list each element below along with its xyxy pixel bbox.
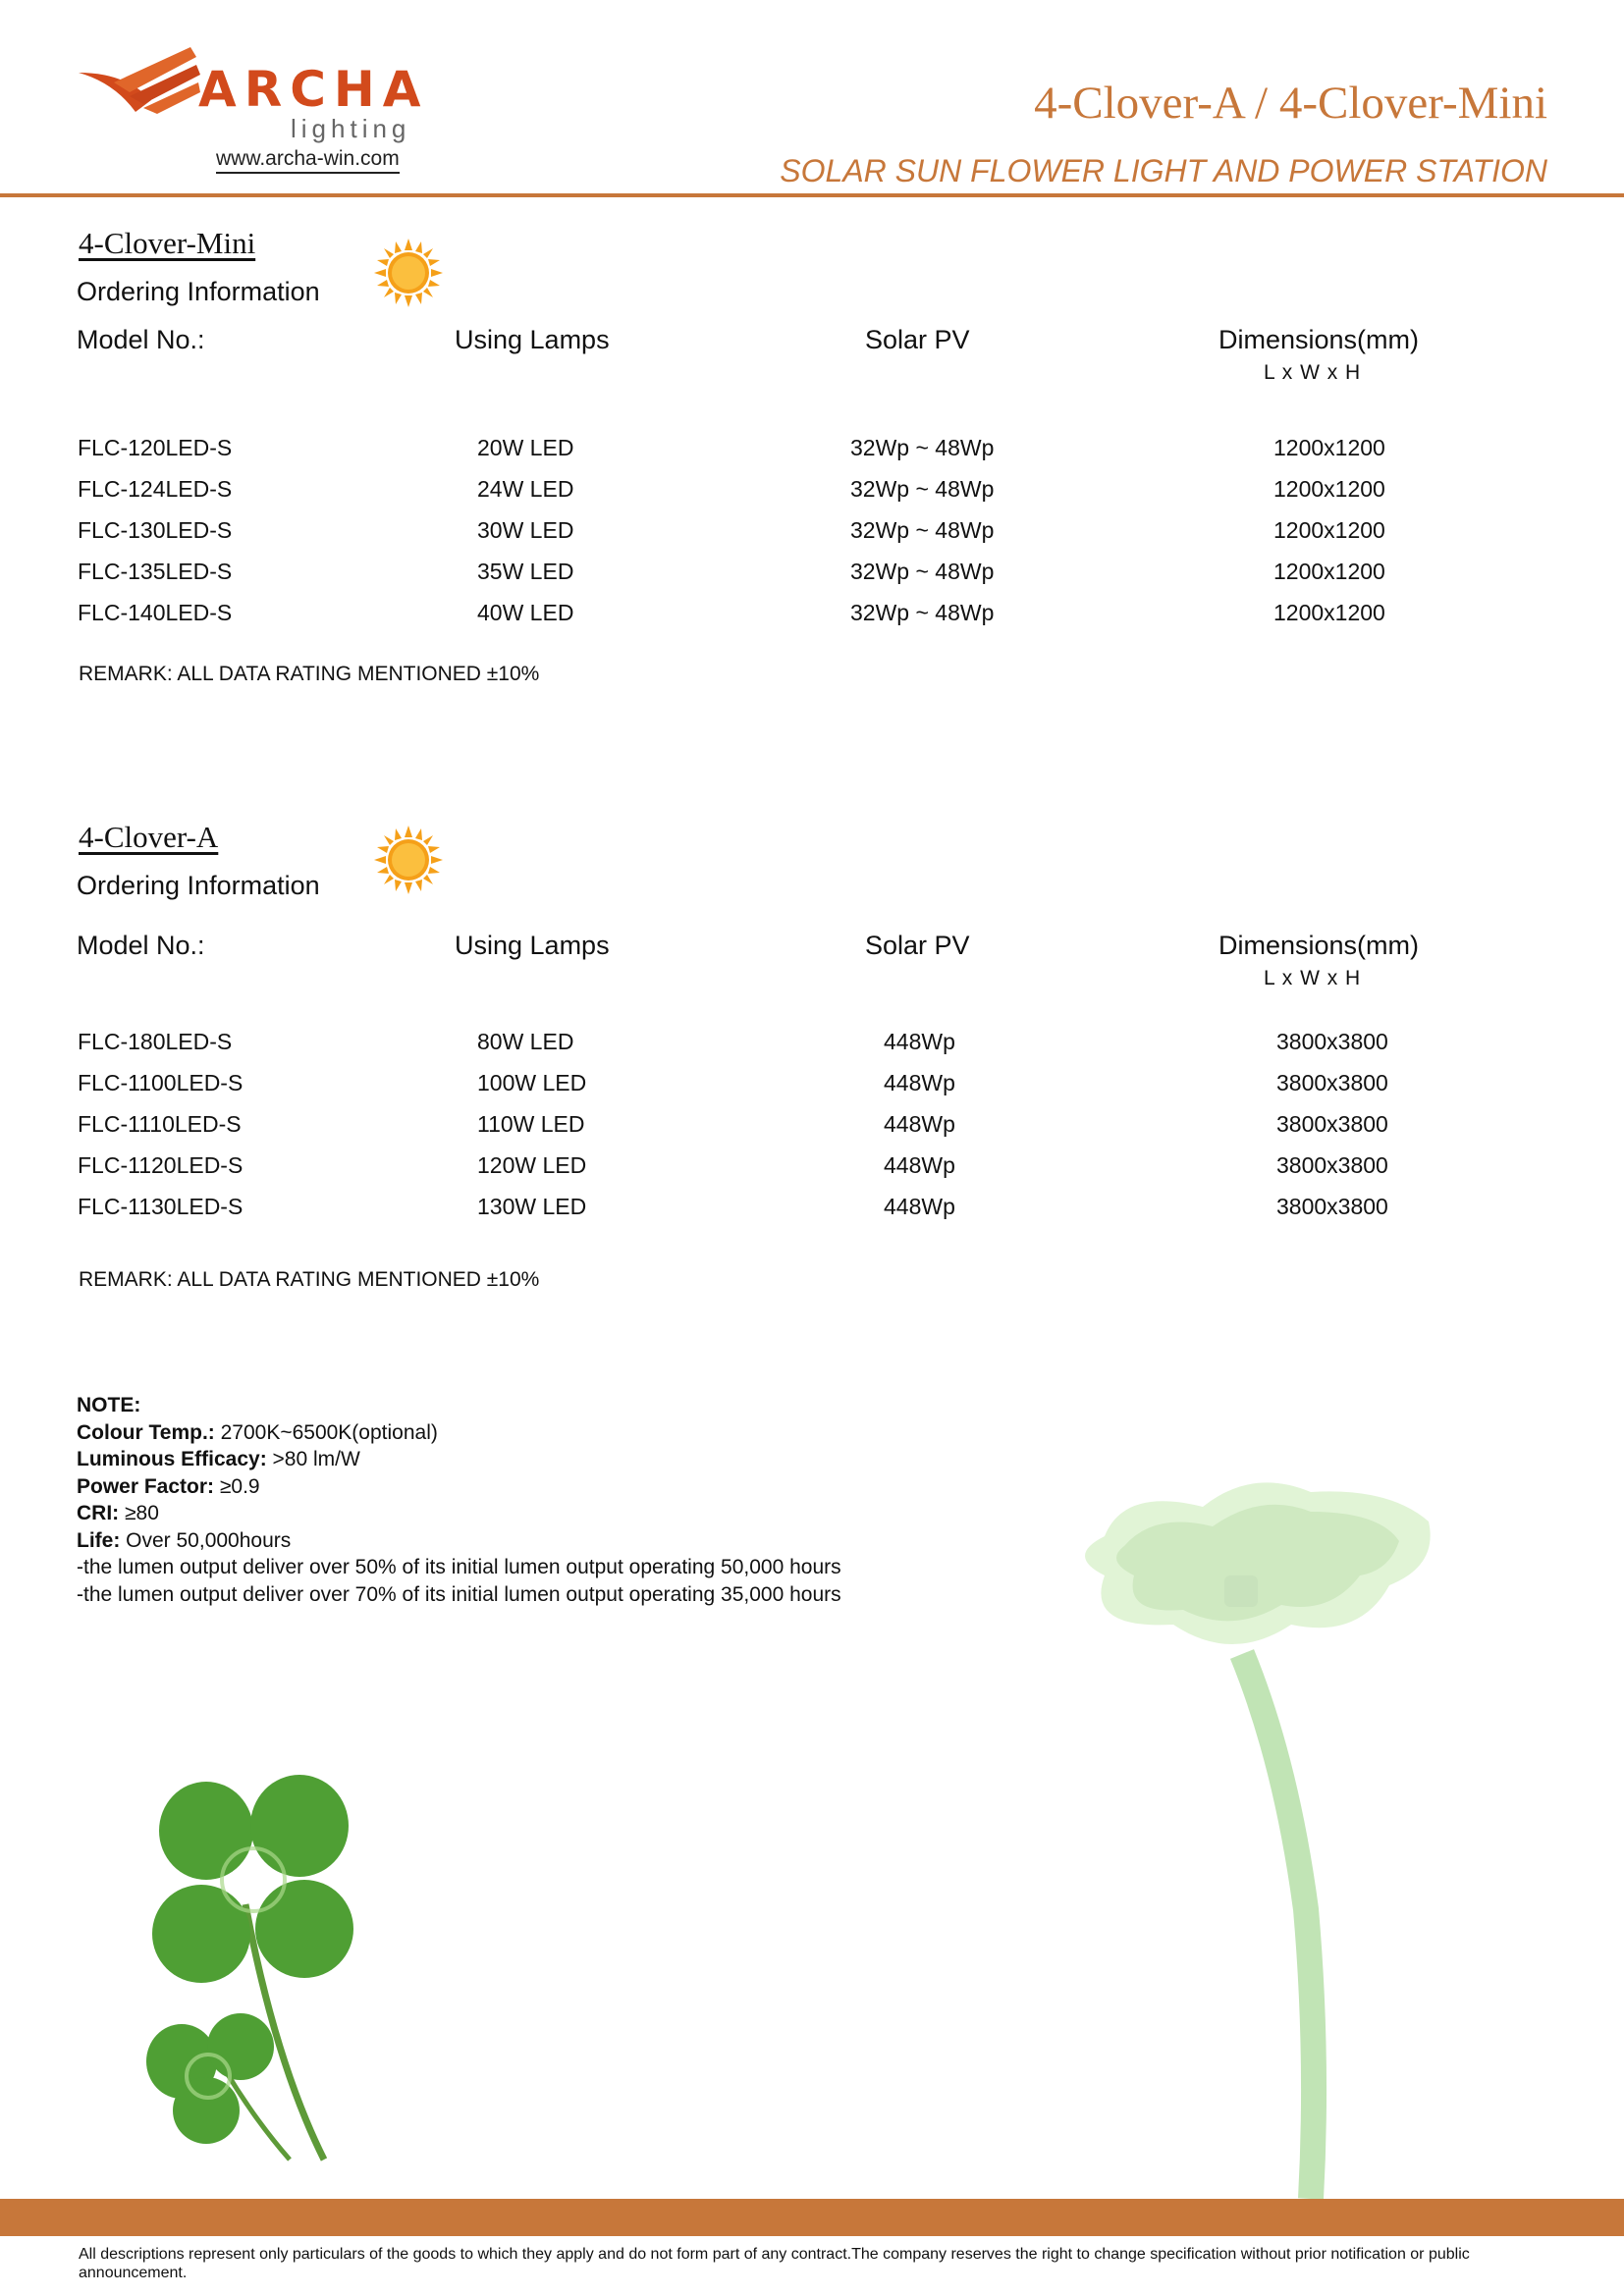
remark-a: REMARK: ALL DATA RATING MENTIONED ±10% <box>79 1268 540 1291</box>
cell-dimensions: 1200x1200 <box>1273 559 1385 584</box>
cell-pv: 448Wp <box>884 1029 955 1054</box>
cell-dimensions: 3800x3800 <box>1276 1194 1388 1219</box>
cell-pv: 32Wp ~ 48Wp <box>850 559 995 584</box>
ordering-info-label: Ordering Information <box>77 871 320 900</box>
cell-model: FLC-1130LED-S <box>78 1194 244 1219</box>
note-label: Power Factor: <box>77 1474 215 1498</box>
cell-dimensions: 1200x1200 <box>1273 517 1385 543</box>
col-header-dimensions: Dimensions(mm) <box>1218 325 1420 354</box>
cell-dimensions: 3800x3800 <box>1276 1152 1388 1178</box>
brand-name: ARCHA <box>198 61 429 118</box>
cell-model: FLC-1100LED-S <box>78 1070 244 1095</box>
col-subheader-lwh: L x W x H <box>1264 361 1362 384</box>
cell-dimensions: 3800x3800 <box>1276 1029 1388 1054</box>
col-header-pv: Solar PV <box>865 931 970 960</box>
cell-lamps: 110W LED <box>477 1111 585 1137</box>
col-header-dimensions: Dimensions(mm) <box>1218 931 1420 960</box>
note-value: ≥80 <box>119 1502 159 1524</box>
ordering-info-label: Ordering Information <box>77 277 320 306</box>
cell-lamps: 24W LED <box>477 476 574 502</box>
cell-pv: 32Wp ~ 48Wp <box>850 600 995 625</box>
section-title-mini: 4-Clover-Mini <box>79 226 256 260</box>
col-subheader-lwh: L x W x H <box>1264 967 1362 989</box>
cell-dimensions: 1200x1200 <box>1273 600 1385 625</box>
cell-pv: 32Wp ~ 48Wp <box>850 435 995 460</box>
col-header-model: Model No.: <box>77 931 205 960</box>
col-header-model: Model No.: <box>77 325 205 354</box>
cell-model: FLC-180LED-S <box>78 1029 233 1054</box>
header-divider <box>0 193 1624 197</box>
cell-lamps: 40W LED <box>477 600 574 625</box>
cell-pv: 448Wp <box>884 1070 955 1095</box>
cell-model: FLC-120LED-S <box>78 435 233 460</box>
cell-model: FLC-130LED-S <box>78 517 233 543</box>
solar-flower-lamp-image <box>1065 1468 1438 2199</box>
notes-block <box>77 1392 841 1608</box>
section-title-a: 4-Clover-A <box>79 820 219 854</box>
note-line: -the lumen output deliver over 50% of its initial lumen output operating 50,000 hours <box>77 1556 841 1578</box>
document-subtitle: SOLAR SUN FLOWER LIGHT AND POWER STATION <box>780 153 1547 188</box>
col-header-lamps: Using Lamps <box>455 325 610 354</box>
cell-lamps: 100W LED <box>477 1070 587 1095</box>
note-label: Colour Temp.: <box>77 1420 215 1444</box>
cell-pv: 32Wp ~ 48Wp <box>850 476 995 502</box>
remark-mini: REMARK: ALL DATA RATING MENTIONED ±10% <box>79 663 540 685</box>
archa-logo-icon <box>75 43 202 132</box>
footer-band <box>0 2199 1624 2236</box>
cell-dimensions: 1200x1200 <box>1273 435 1385 460</box>
col-header-pv: Solar PV <box>865 325 970 354</box>
note-label: CRI: <box>77 1502 120 1524</box>
sun-icon <box>374 826 443 894</box>
cell-pv: 448Wp <box>884 1152 955 1178</box>
cell-dimensions: 3800x3800 <box>1276 1070 1388 1095</box>
col-header-lamps: Using Lamps <box>455 931 610 960</box>
cell-dimensions: 1200x1200 <box>1273 476 1385 502</box>
website-link[interactable]: www.archa-win.com <box>216 147 400 174</box>
note-label: Life: <box>77 1528 121 1552</box>
cell-dimensions: 3800x3800 <box>1276 1111 1388 1137</box>
cell-pv: 32Wp ~ 48Wp <box>850 517 995 543</box>
cell-lamps: 30W LED <box>477 517 574 543</box>
note-value: Over 50,000hours <box>120 1528 292 1552</box>
note-value: >80 lm/W <box>266 1448 360 1470</box>
cell-lamps: 35W LED <box>477 559 574 584</box>
cell-pv: 448Wp <box>884 1111 955 1137</box>
footer-disclaimer: All descriptions represent only particulars of the goods to which they apply and do not form part of any contract.The company reserves the right to change specification without prior notification or public announcement. <box>79 2246 1470 2281</box>
cell-model: FLC-1110LED-S <box>78 1111 242 1137</box>
cell-lamps: 20W LED <box>477 435 574 460</box>
document-title: 4-Clover-A / 4-Clover-Mini <box>1034 78 1547 129</box>
note-label: Luminous Efficacy: <box>77 1448 267 1470</box>
cell-lamps: 120W LED <box>477 1152 587 1178</box>
cell-model: FLC-1120LED-S <box>78 1152 244 1178</box>
cell-lamps: 80W LED <box>477 1029 574 1054</box>
cell-pv: 448Wp <box>884 1194 955 1219</box>
sun-icon <box>374 239 443 307</box>
cell-model: FLC-124LED-S <box>78 476 233 502</box>
note-value: ≥0.9 <box>214 1474 260 1498</box>
cell-model: FLC-140LED-S <box>78 600 233 625</box>
note-heading: NOTE: <box>77 1394 141 1416</box>
note-line: -the lumen output deliver over 70% of its initial lumen output operating 35,000 hours <box>77 1582 841 1606</box>
cell-model: FLC-135LED-S <box>78 559 233 584</box>
note-value: 2700K~6500K(optional) <box>214 1420 438 1444</box>
four-leaf-clover-image <box>128 1737 383 2169</box>
cell-lamps: 130W LED <box>477 1194 587 1219</box>
brand-subtitle: lighting <box>291 114 411 143</box>
